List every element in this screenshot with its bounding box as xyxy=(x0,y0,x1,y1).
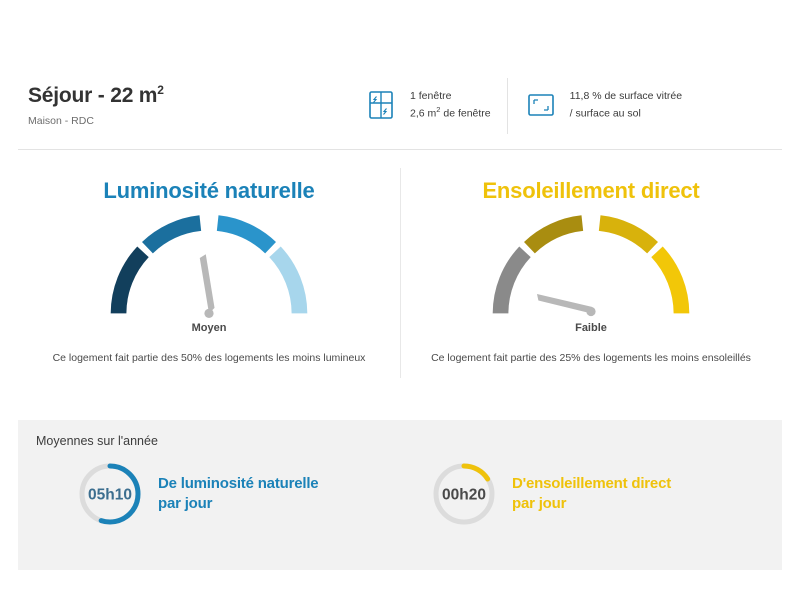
gauge-direct-sunlight xyxy=(400,150,782,412)
gauge-direct-sunlight-dial xyxy=(400,210,782,320)
gauge-direct-sunlight-description: Ce logement fait partie des 25% des logements les moins ensoleillés xyxy=(431,352,751,364)
average-direct-sunlight-label xyxy=(512,474,671,515)
average-direct-sunlight-value: 00h20 xyxy=(442,486,486,504)
average-natural-light-value: 05h10 xyxy=(88,486,132,504)
gauge-natural-light-title: Luminosité naturelle xyxy=(103,178,315,203)
gauges-section xyxy=(18,150,782,412)
fact-glazing-line1: 11,8 % de surface vitrée xyxy=(569,89,683,102)
gauge-natural-light-description: Ce logement fait partie des 50% des logements les moins lumineux xyxy=(52,352,366,364)
page-title xyxy=(28,84,348,107)
fact-windows-line2-post: de fenêtre xyxy=(440,107,491,120)
yearly-averages-row xyxy=(18,460,782,528)
average-natural-light xyxy=(18,460,400,528)
fact-windows-line2-pre: 2,6 m xyxy=(410,107,437,120)
gauge-natural-light-needle xyxy=(200,254,215,318)
fact-glazing-line2-pre: / surface au sol xyxy=(569,107,641,120)
gauge-direct-sunlight-needle xyxy=(537,294,596,316)
fact-windows-line2-sup: 2 xyxy=(436,105,441,115)
gauge-natural-light-level: Moyen xyxy=(191,322,227,334)
fact-glazing-text xyxy=(570,89,682,123)
gauge-natural-light xyxy=(18,150,400,412)
window-icon xyxy=(364,89,398,123)
fact-glazing-ratio xyxy=(507,78,698,134)
yearly-averages-title: Moyennes sur l'année xyxy=(36,434,158,448)
room-header xyxy=(18,62,782,150)
header-facts xyxy=(348,78,782,134)
gauge-direct-sunlight-title: Ensoleillement direct xyxy=(482,178,700,203)
average-direct-sunlight-ring xyxy=(430,460,498,528)
floor-area-icon xyxy=(524,89,558,123)
average-natural-light-label xyxy=(158,474,318,515)
fact-windows-line1: 1 fenêtre xyxy=(410,89,452,102)
room-identity xyxy=(18,84,348,126)
average-direct-sunlight-label-line1: D'ensoleillement direct xyxy=(512,474,672,492)
average-natural-light-label-line2: par jour xyxy=(158,495,213,512)
average-natural-light-ring xyxy=(76,460,144,528)
room-title-exponent: 2 xyxy=(157,83,164,98)
yearly-averages-section xyxy=(18,420,782,570)
average-direct-sunlight xyxy=(400,460,782,528)
average-natural-light-label-line1: De luminosité naturelle xyxy=(158,474,319,492)
room-subtitle: Maison - RDC xyxy=(28,114,94,127)
fact-windows xyxy=(348,78,507,134)
average-direct-sunlight-label-line2: par jour xyxy=(512,495,567,512)
room-title-text: Séjour - 22 m xyxy=(28,84,158,108)
fact-windows-text xyxy=(410,89,491,123)
gauge-natural-light-dial xyxy=(18,210,400,320)
gauge-direct-sunlight-level: Faible xyxy=(575,322,607,334)
